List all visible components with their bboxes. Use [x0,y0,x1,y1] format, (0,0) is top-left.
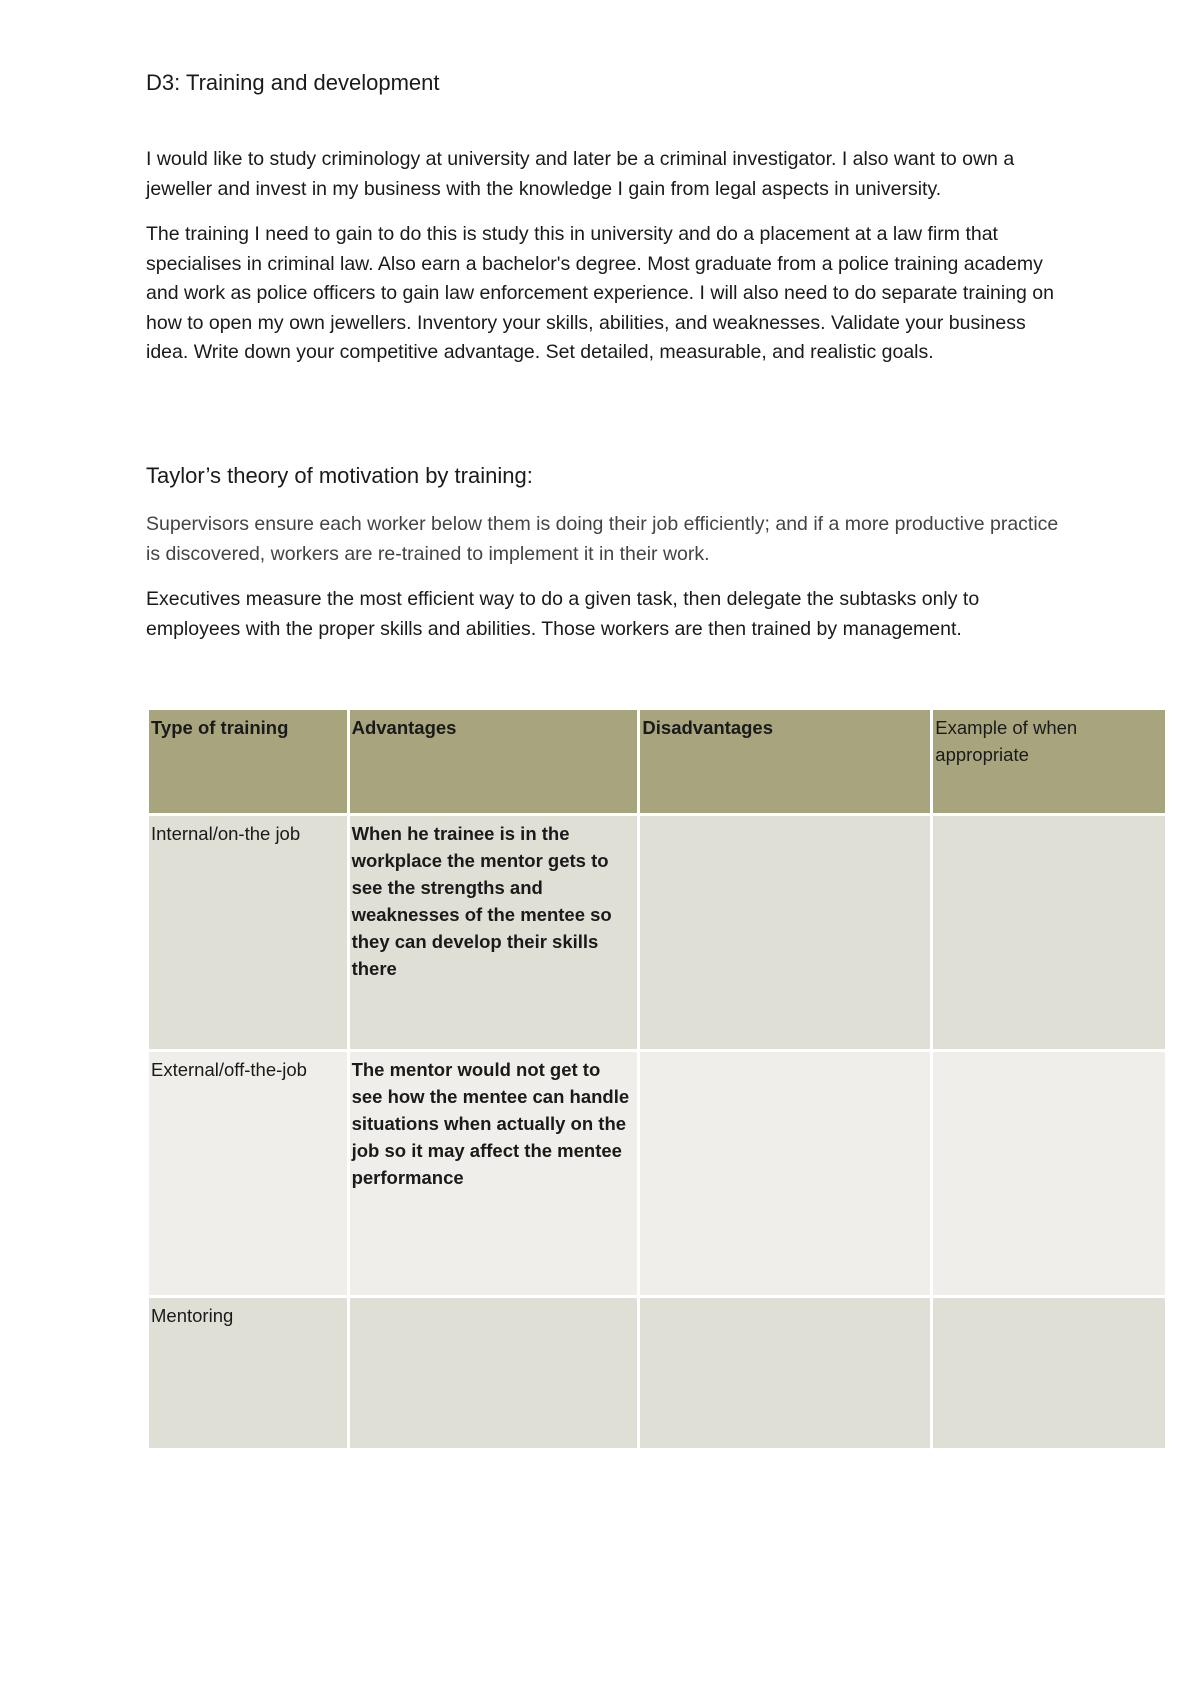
cell-example [932,815,1167,1051]
cell-example [932,1297,1167,1450]
cell-training-type: Mentoring [148,1297,349,1450]
cell-advantages: The mentor would not get to see how the mentee can handle situations when actually on the job so it may affect the mentee performance [348,1051,639,1297]
cell-advantages: When he trainee is in the workplace the mentor gets to see the strengths and weaknesses of the mentee so they can develop their skills there [348,815,639,1051]
table-header-row [148,709,1167,815]
table-row [148,815,1167,1051]
cell-disadvantages [639,815,932,1051]
header-disadvantages: Disadvantages [639,709,932,815]
cell-disadvantages [639,1051,932,1297]
header-advantages: Advantages [348,709,639,815]
cell-training-type: Internal/on-the job [148,815,349,1051]
header-example: Example of when appropriate [932,709,1167,815]
cell-example [932,1051,1167,1297]
cell-advantages [348,1297,639,1450]
intro-paragraph: I would like to study criminology at university and later be a criminal investigator. I also want to own a jeweller and invest in my business with the knowledge I gain from legal aspects in university. [146,148,1015,200]
cell-training-type: External/off-the-job [148,1051,349,1297]
page-title: D3: Training and development [146,70,440,95]
table-row [148,1297,1167,1450]
section-heading: Taylor’s theory of motivation by training: [146,463,533,488]
executives-paragraph: Executives measure the most efficient way to do a given task, then delegate the subtasks only to employees with the proper skills and abilities. Those workers are then trained by management. [146,588,980,640]
training-table [146,707,1168,1451]
cell-disadvantages [639,1297,932,1450]
table-row [148,1051,1167,1297]
supervisors-paragraph: Supervisors ensure each worker below them is doing their job efficiently; and if a more productive practice is discovered, workers are re-trained to implement it in their work. [146,513,1059,565]
training-paragraph: The training I need to gain to do this is study this in university and do a placement at a law firm that specialises in criminal law. Also earn a bachelor's degree. Most graduate from a police training academy and work as police officers to gain law enforcement experience. I will also need to do separate training on how to open my own jewellers. Inventory your skills, abilities, and weaknesses. Validate your business idea. Write down your competitive advantage. Set detailed, measurable, and realistic goals. [146,223,1054,363]
header-type-of-training: Type of training [148,709,349,815]
